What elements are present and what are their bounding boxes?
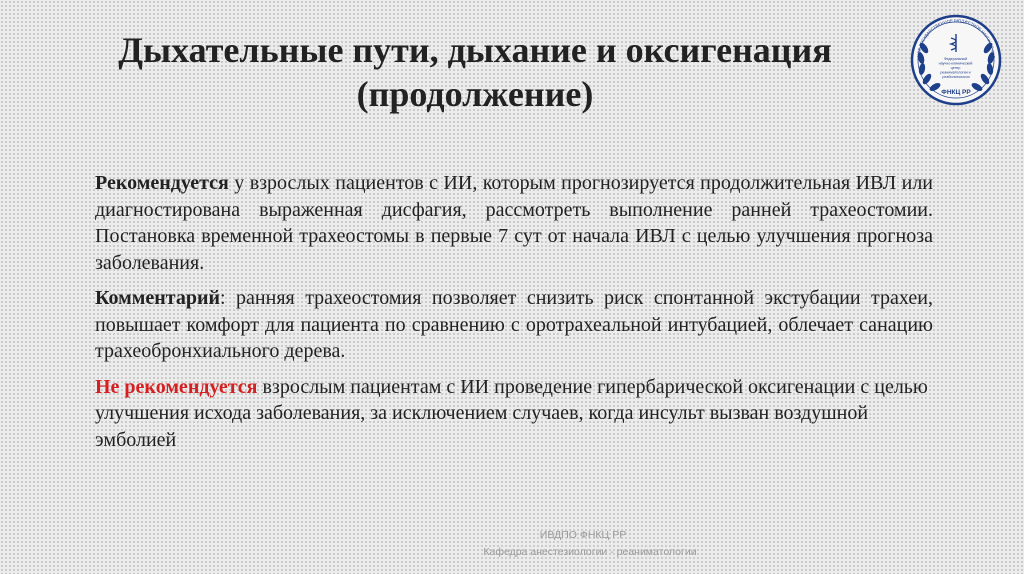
svg-text:Федеральный научно-кли: Федеральный научно-клинический центр реаниматологии и реабилитологии xyxy=(938,57,973,79)
paragraph-not-recommended xyxy=(95,374,933,454)
text-recommended: у взрослых пациентов с ИИ, которым прогнозируется продолжительная ИВЛ или диагностирована выраженная дисфагия, рассмотреть выполнение ранней трахеостомии. Постановка временной трахеостомы в первые 7 сут от начала ИВЛ с целью улучшения прогноза заболевания. xyxy=(95,172,933,274)
paragraph-comment xyxy=(95,285,933,365)
slide-title xyxy=(60,28,890,116)
footer-org: ИВДПО ФНКЦ РР xyxy=(539,529,627,541)
text-comment: : ранняя трахеостомия позволяет снизить риск спонтанной экстубации трахеи, повышает комфорт для пациента по сравнению с оротрахеальной интубацией, облечает санацию трахеобронхиального дерева. xyxy=(95,287,933,362)
svg-text:ФНКЦ РР: ФНКЦ РР xyxy=(941,89,971,96)
paragraph-recommended xyxy=(95,170,933,276)
text-not-recommended: взрослым пациентам с ИИ проведение гипербарической оксигенации с целью улучшения исхода заболевания, за исключением случаев, когда инсульт вызван воздушной эмболией xyxy=(95,375,928,451)
logo-emblem-icon xyxy=(904,8,1008,118)
label-comment: Комментарий xyxy=(95,287,221,309)
title-line-1: Дыхательные пути, дыхание и оксигенация xyxy=(118,30,832,70)
slide-body xyxy=(95,170,933,462)
label-recommended: Рекомендуется xyxy=(95,172,229,194)
footer-department: Кафедра анестезиологии - реаниматологии xyxy=(483,546,697,558)
svg-text:ФЕДЕРАЛЬНОЕ ГОСУДАРСТВЕННОЕ БЮ: НОЕ ГОСУДАРСТВЕННОЕ БЮДЖЕТНОЕ НАУЧНОЕ УЧР xyxy=(915,17,997,59)
title-line-2: (продолжение) xyxy=(356,74,594,114)
fnkc-logo xyxy=(904,8,1008,118)
label-not-recommended: Не рекомендуется xyxy=(95,375,258,398)
